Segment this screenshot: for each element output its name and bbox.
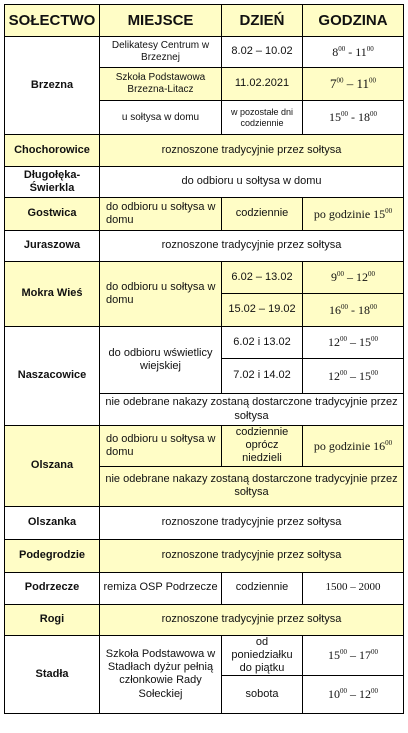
day-cell: 6.02 i 13.02 xyxy=(222,327,303,359)
day-cell: 7.02 i 14.02 xyxy=(222,359,303,394)
table-row xyxy=(5,231,404,262)
village-name: Podegrodzie xyxy=(5,539,100,572)
hours-cell: $9^{00} - 12^{00}$ xyxy=(303,262,404,294)
hours-cell: $10^{00} - 12^{00}$ xyxy=(303,676,404,714)
header-miejsce: MIEJSCE xyxy=(100,5,222,37)
table-row xyxy=(5,135,404,167)
village-name: Naszacowice xyxy=(5,327,100,426)
village-name: Długołęka-Świerkla xyxy=(5,167,100,198)
info-cell: roznoszone tradycyjnie przez sołtysa xyxy=(100,506,404,539)
table-row xyxy=(5,262,404,294)
note-cell: nie odebrane nakazy zostaną dostarczone tradycyjnie przez sołtysa xyxy=(100,394,404,426)
place-cell: Delikatesy Centrum w Brzeznej xyxy=(100,37,222,68)
info-cell: roznoszone tradycyjnie przez sołtysa xyxy=(100,539,404,572)
table-row xyxy=(5,37,404,68)
day-cell: w pozostałe dni codziennie xyxy=(222,101,303,135)
village-name: Olszanka xyxy=(5,506,100,539)
table-row xyxy=(5,426,404,467)
hours-cell: $8^{00} - 11^{00}$ xyxy=(303,37,404,68)
info-cell: roznoszone tradycyjnie przez sołtysa xyxy=(100,231,404,262)
place-cell: do odbioru u sołtysa w domu xyxy=(100,198,222,231)
village-name: Gostwica xyxy=(5,198,100,231)
village-name: Chochorowice xyxy=(5,135,100,167)
table-row xyxy=(5,539,404,572)
place-cell: do odbioru u sołtysa w domu xyxy=(100,426,222,467)
header-godzina: GODZINA xyxy=(303,5,404,37)
info-cell: roznoszone tradycyjnie przez sołtysa xyxy=(100,135,404,167)
hours-cell: $12^{00} - 15^{00}$ xyxy=(303,327,404,359)
day-cell: codziennie xyxy=(222,198,303,231)
hours-cell: $15^{00} - 17^{00}$ xyxy=(303,635,404,676)
note-cell: nie odebrane nakazy zostaną dostarczone tradycyjnie przez sołtysa xyxy=(100,466,404,506)
day-cell: 8.02 – 10.02 xyxy=(222,37,303,68)
place-cell: remiza OSP Podrzecze xyxy=(100,572,222,604)
day-cell: sobota xyxy=(222,676,303,714)
table-row xyxy=(5,167,404,198)
table-row xyxy=(5,572,404,604)
info-cell: roznoszone tradycyjnie przez sołtysa xyxy=(100,604,404,635)
info-cell: do odbioru u sołtysa w domu xyxy=(100,167,404,198)
village-name: Rogi xyxy=(5,604,100,635)
village-name: Mokra Wieś xyxy=(5,262,100,327)
table-row xyxy=(5,327,404,359)
header-solectwo: SOŁECTWO xyxy=(5,5,100,37)
header-dzien: DZIEŃ xyxy=(222,5,303,37)
village-name: Brzezna xyxy=(5,37,100,135)
day-cell: codziennie oprócz niedzieli xyxy=(222,426,303,467)
day-cell: 6.02 – 13.02 xyxy=(222,262,303,294)
day-cell: 15.02 – 19.02 xyxy=(222,294,303,327)
table-row xyxy=(5,635,404,676)
day-cell: od poniedziałku do piątku xyxy=(222,635,303,676)
table-row xyxy=(5,506,404,539)
table-row xyxy=(5,198,404,231)
village-name: Juraszowa xyxy=(5,231,100,262)
place-cell: do odbioru u sołtysa w domu xyxy=(100,262,222,327)
hours-cell: $12^{00} - 15^{00}$ xyxy=(303,359,404,394)
village-name: Olszana xyxy=(5,426,100,507)
hours-cell: po godzinie $16^{00}$ xyxy=(303,426,404,467)
place-cell: Szkoła Podstawowa w Stadłach dyżur pełnią członkowie Rady Sołeckiej xyxy=(100,635,222,714)
village-name: Stadła xyxy=(5,635,100,714)
village-name: Podrzecze xyxy=(5,572,100,604)
table-row xyxy=(5,604,404,635)
schedule-table xyxy=(4,4,404,714)
day-cell: codziennie xyxy=(222,572,303,604)
hours-cell: $7^{00} - 11^{00}$ xyxy=(303,68,404,101)
hours-cell: 1500 – 2000 xyxy=(303,572,404,604)
place-cell: Szkoła Podstawowa Brzezna-Litacz xyxy=(100,68,222,101)
hours-cell: $15^{00} - 18^{00}$ xyxy=(303,101,404,135)
place-cell: do odbioru wświetlicy wiejskiej xyxy=(100,327,222,394)
day-cell: 11.02.2021 xyxy=(222,68,303,101)
hours-cell: $16^{00} - 18^{00}$ xyxy=(303,294,404,327)
header-row xyxy=(5,5,404,37)
hours-cell: po godzinie $15^{00}$ xyxy=(303,198,404,231)
place-cell: u sołtysa w domu xyxy=(100,101,222,135)
